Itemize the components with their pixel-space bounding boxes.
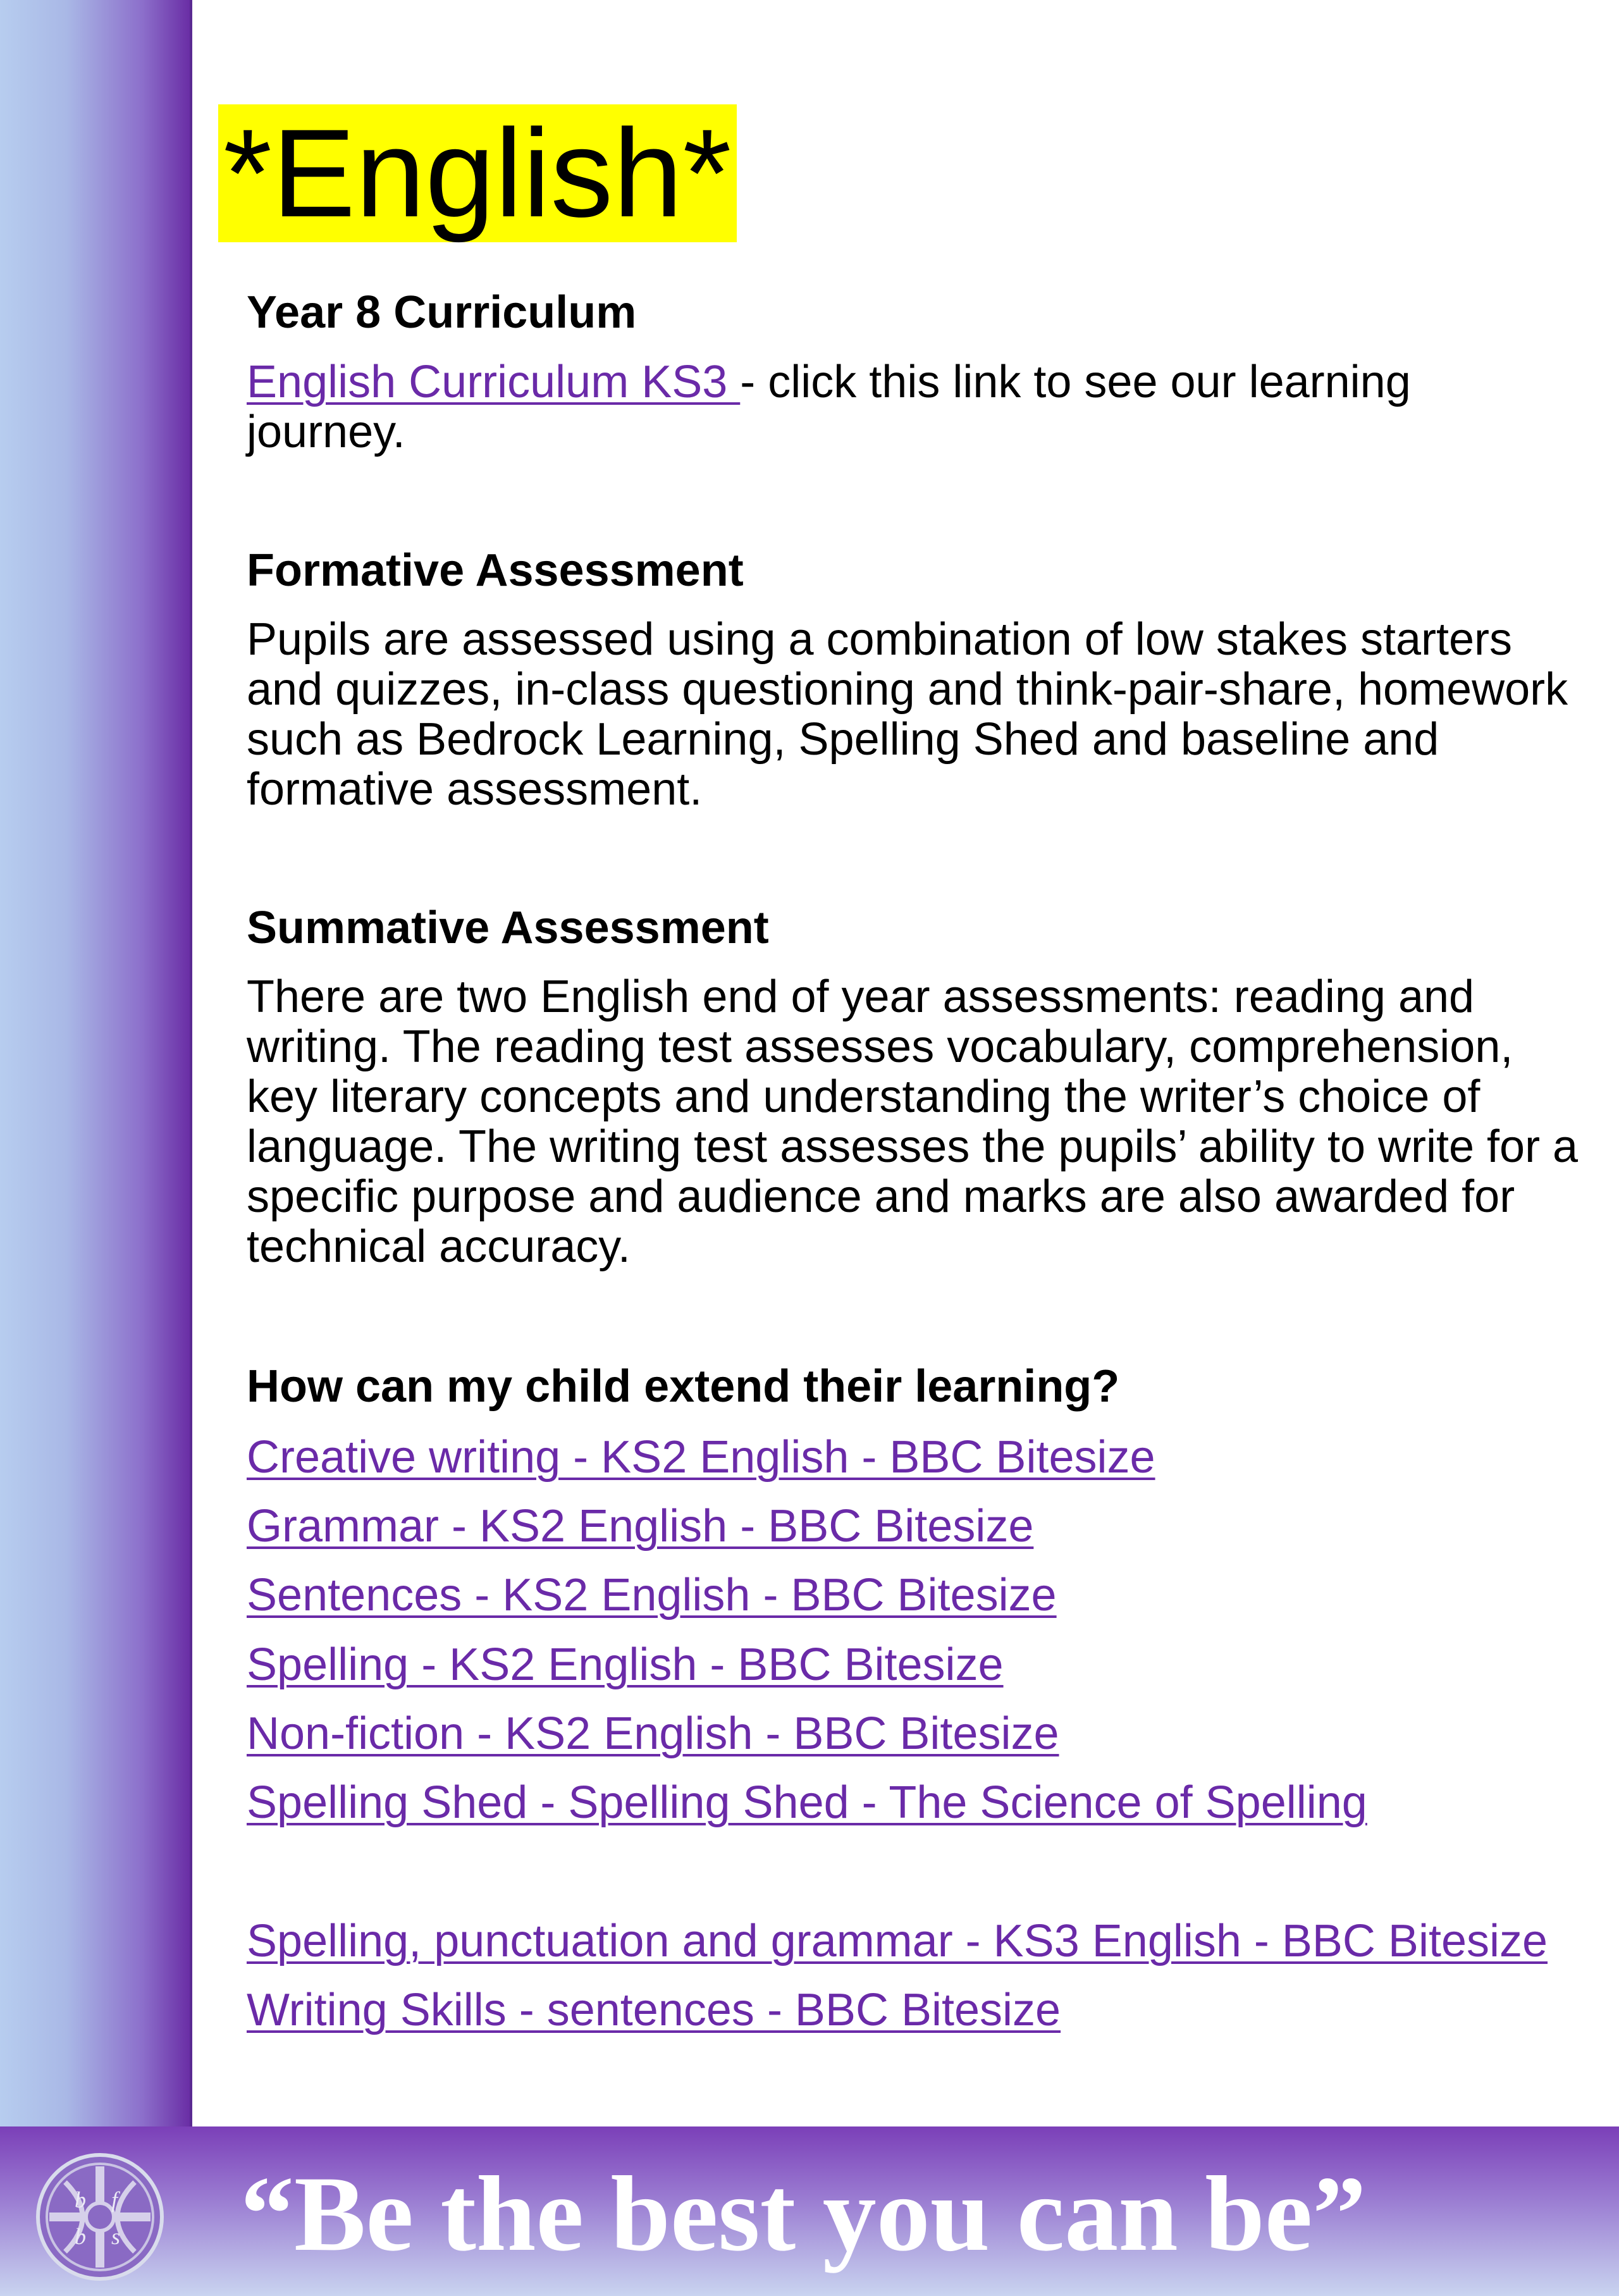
school-logo-icon	[30, 2151, 169, 2283]
link-creative-writing[interactable]: Creative writing - KS2 English - BBC Bitesize	[247, 1432, 1155, 1483]
link-spelling[interactable]: Spelling - KS2 English - BBC Bitesize	[247, 1639, 1004, 1690]
curriculum-link-description: - click this link to see our learning journey.	[247, 357, 1411, 457]
curriculum-heading: Year 8 Curriculum	[247, 287, 637, 338]
left-decorative-sidebar	[0, 0, 190, 2126]
extend-learning-heading: How can my child extend their learning?	[247, 1361, 1120, 1412]
link-sentences[interactable]: Sentences - KS2 English - BBC Bitesize	[247, 1570, 1057, 1620]
link-grammar[interactable]: Grammar - KS2 English - BBC Bitesize	[247, 1501, 1034, 1552]
school-motto: “Be the best you can be”	[240, 2154, 1367, 2273]
page-title: *English*	[218, 104, 737, 242]
link-spelling-shed[interactable]: Spelling Shed - Spelling Shed - The Science of Spelling	[247, 1777, 1367, 1828]
svg-text:b: b	[75, 2224, 86, 2249]
formative-text: Pupils are assessed using a combination of low stakes starters and quizzes, in-class questioning and think-pair-share, homework such as Bedrock Learning, Spelling Shed and baseline and formative assessment.	[247, 614, 1568, 815]
english-curriculum-ks3-link[interactable]: English Curriculum KS3	[247, 357, 741, 407]
formative-body	[247, 615, 1581, 815]
sidebar-divider	[190, 0, 192, 2126]
summative-heading: Summative Assessment	[247, 903, 769, 953]
formative-heading: Formative Assessment	[247, 545, 744, 596]
summative-text: There are two English end of year assessments: reading and writing. The reading test assesses vocabulary, comprehension, key literary concepts and understanding the writer’s choice of language. The writing test assesses the pupils’ ability to write for a specific purpose and audience and marks are also awarded for technical accuracy.	[247, 972, 1579, 1272]
svg-text:s: s	[111, 2224, 121, 2249]
svg-text:b: b	[75, 2187, 86, 2213]
summative-body	[247, 972, 1581, 1272]
link-spag-ks3[interactable]: Spelling, punctuation and grammar - KS3 English - BBC Bitesize	[247, 1916, 1548, 1966]
link-writing-skills[interactable]: Writing Skills - sentences - BBC Bitesize	[247, 1985, 1061, 2035]
svg-text:f: f	[111, 2187, 118, 2213]
curriculum-paragraph	[247, 357, 1581, 457]
link-non-fiction[interactable]: Non-fiction - KS2 English - BBC Bitesize	[247, 1708, 1059, 1759]
